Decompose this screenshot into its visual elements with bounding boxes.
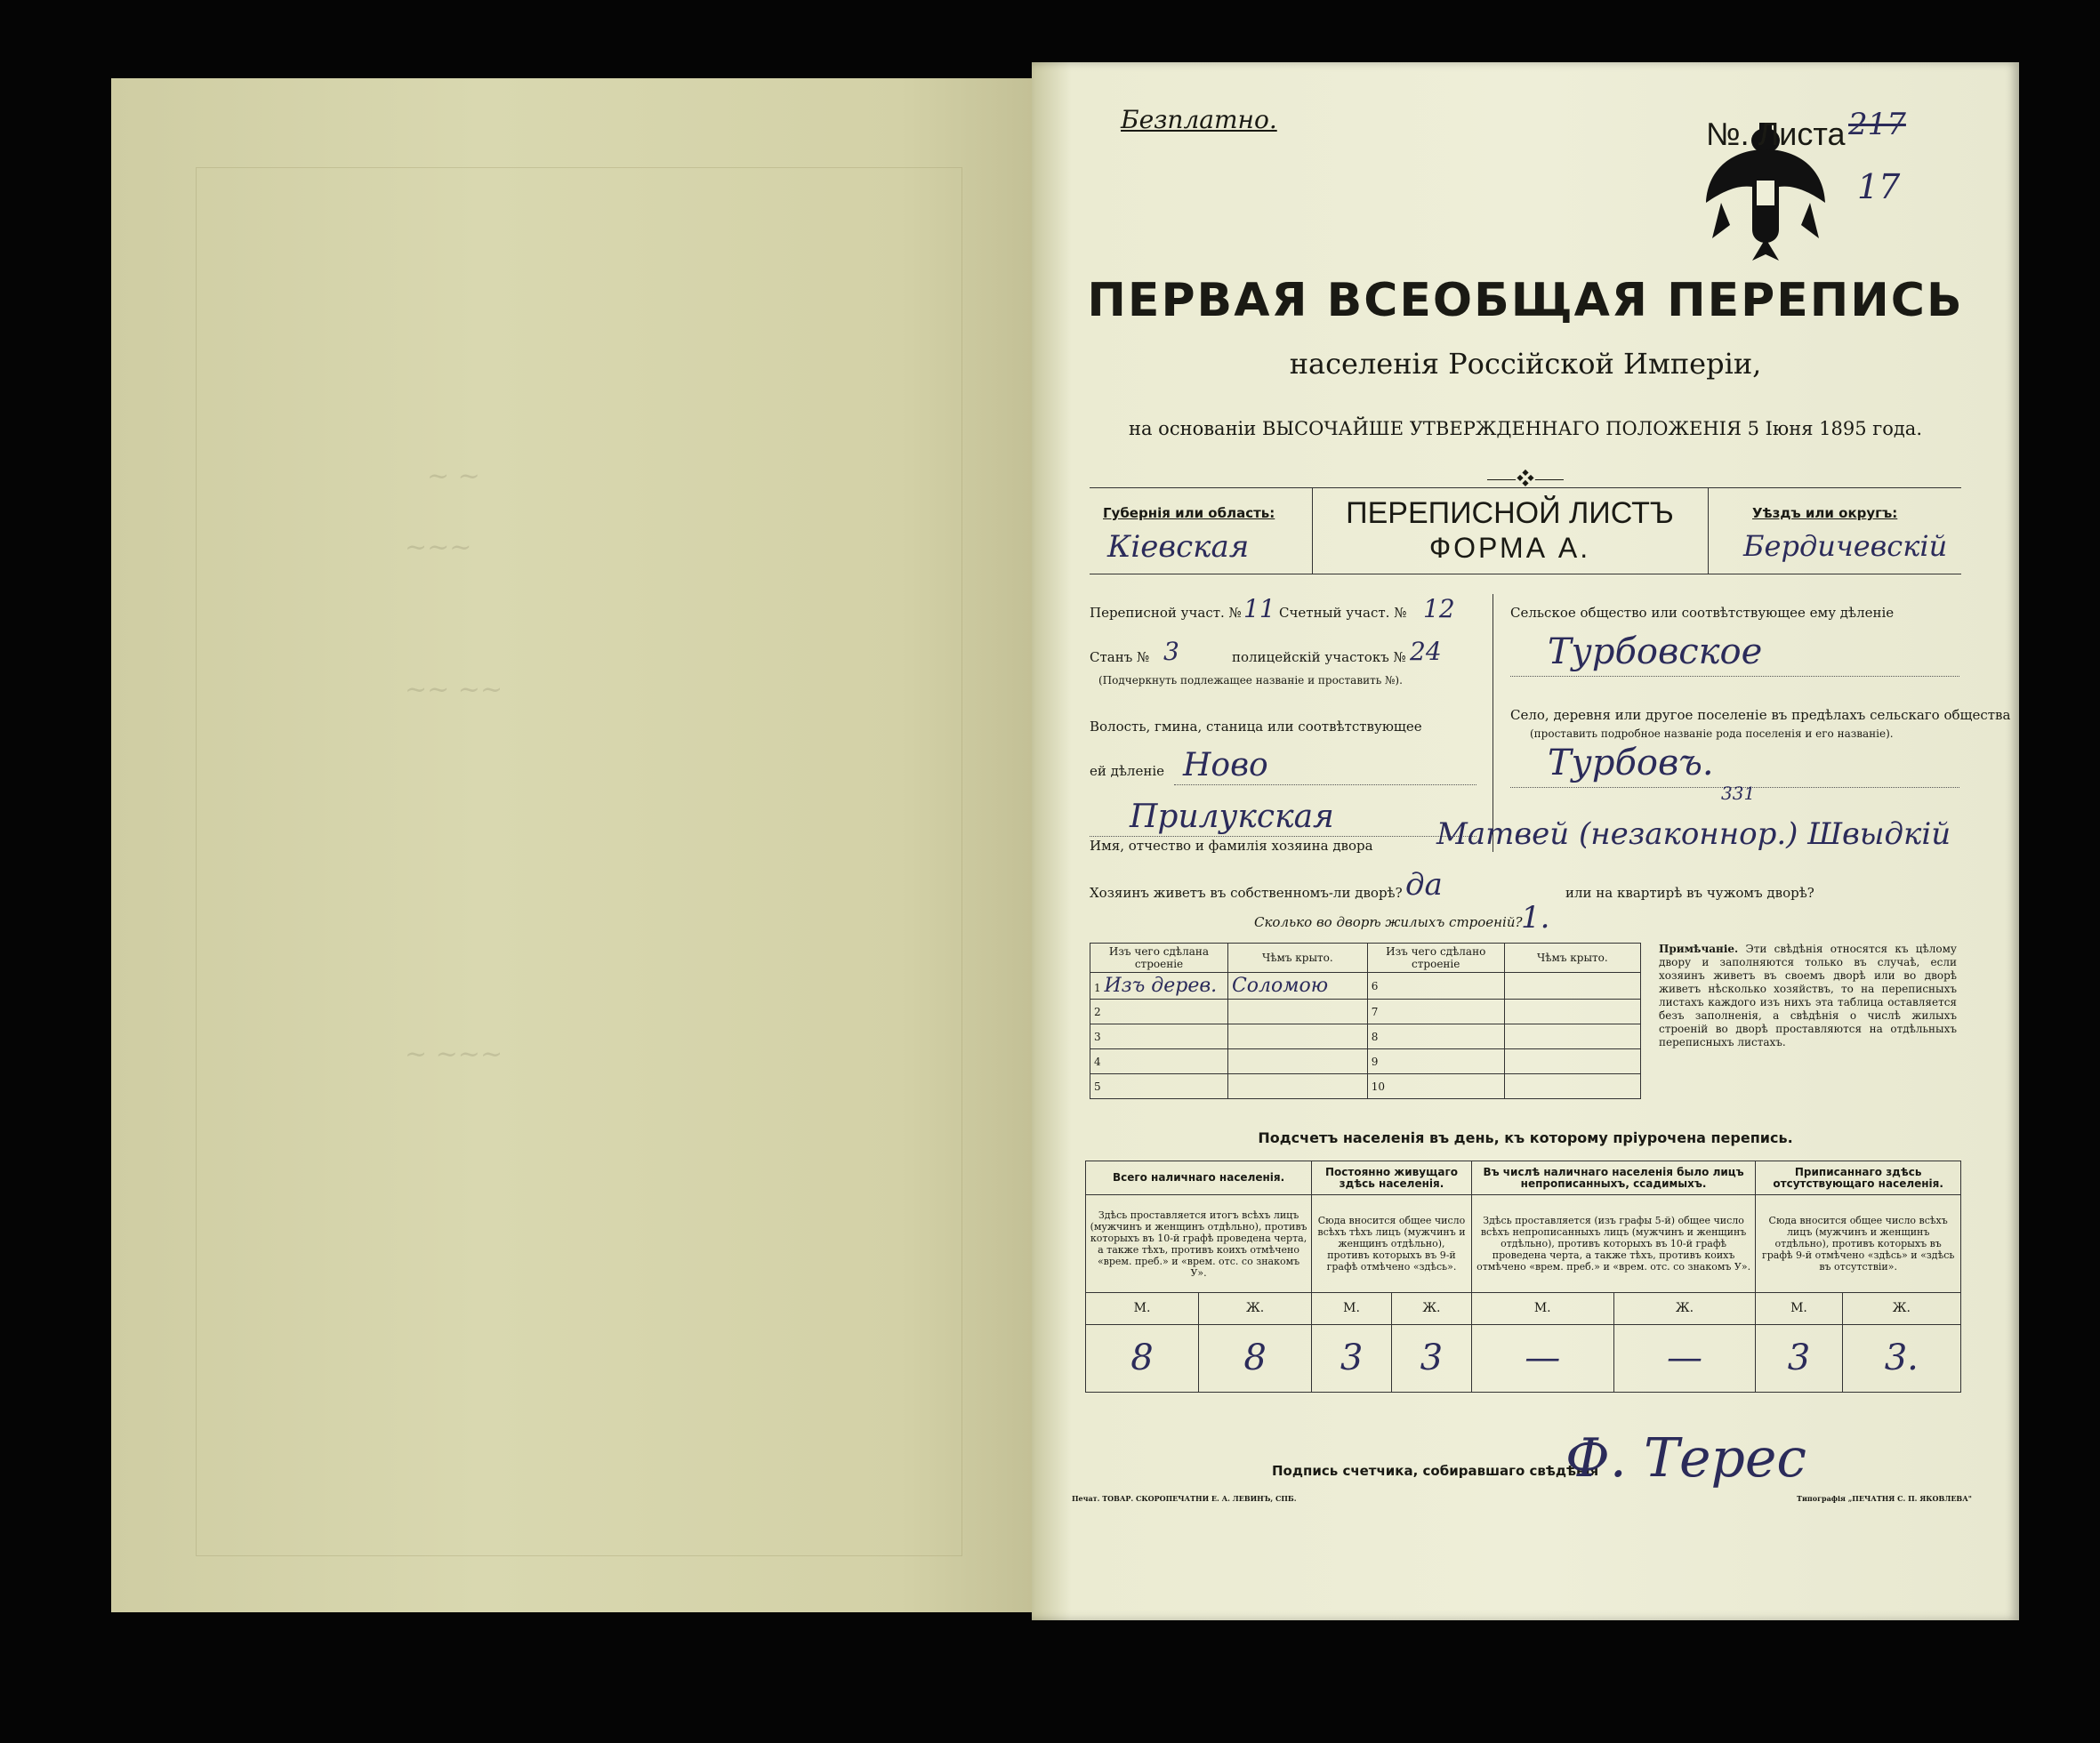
population-col-present: Всего наличнаго населенія. [1086,1161,1312,1195]
head-box-top [1090,487,1961,488]
population-value: — [1613,1325,1756,1393]
buildings-col-roof: Чѣмъ крыто. [1504,944,1640,973]
male-header: М. [1471,1293,1613,1325]
buildings-cell [1227,1024,1367,1049]
population-col-absent: Приписаннаго здѣсь отсутствующаго населенія. [1756,1161,1961,1195]
buildings-cell: 6 [1367,973,1504,1000]
village-note: (проставить подробное названіе рода поселенія и его названіе). [1530,727,1894,740]
volost-line [1090,836,1476,837]
volost-value-2: Прилукская [1130,799,1334,835]
population-desc-absent: Сюда вносится общее число всѣхъ лицъ (мужчинъ и женщинъ отдѣльно), противъ которыхъ въ графѣ 9-й отмѣчено «здѣсь» и «здѣсь въ отсутствіи». [1756,1195,1961,1293]
document-basis: на основаніи ВЫСОЧАЙШЕ УТВЕРЖДЕННАГО ПОЛОЖЕНІЯ 5 Іюня 1895 года. [1128,418,1923,439]
buildings-cell: 3 [1090,1024,1228,1049]
population-desc-unregistered: Здѣсь проставляется (изъ графы 5-й) общее число всѣхъ непрописанныхъ лицъ (мужчинъ и женщинъ отдѣльно), противъ которыхъ въ 10-й графѣ проведена черта, а также тѣхъ, противъ коихъ отмѣчено «врем. преб.» и «врем. отс. со знакомъ У». [1471,1195,1755,1293]
buildings-table [1090,943,1641,1099]
buildings-col-roof: Чѣмъ крыто. [1227,944,1367,973]
show-through-marks: ~~ ~~ [405,674,503,705]
form-title: ПЕРЕПИСНОЙ ЛИСТЪ [1346,496,1674,530]
buildings-col-material: Изъ чего сдѣлано строеніе [1367,944,1504,973]
buildings-cell: 10 [1367,1074,1504,1099]
population-value: 3 [1756,1325,1842,1393]
count-district-label: Счетный участ. № [1279,605,1407,621]
buildings-cell [1504,973,1640,1000]
gubernia-label: Губернія или область: [1103,505,1275,521]
society-label: Сельское общество или соотвѣтствующее ему дѣленіе [1510,605,1895,621]
male-header: М. [1756,1293,1842,1325]
show-through-marks: ~ ~~~ [405,1039,503,1070]
male-header: М. [1086,1293,1199,1325]
free-label: Безплатно. [1121,105,1277,134]
document-title: ПЕРВАЯ ВСЕОБЩАЯ ПЕРЕПИСЬ [1087,274,1964,327]
population-value: 3. [1842,1325,1960,1393]
population-value: 8 [1199,1325,1312,1393]
enumerator-signature: Ф. Терес [1565,1427,1806,1490]
population-desc-permanent: Сюда вносится общее число всѣхъ тѣхъ лицъ (мужчинъ и женщинъ отдѣльно), противъ которыхъ въ 9-й графѣ отмѣчено «здѣсь». [1312,1195,1472,1293]
ornament-divider: ⸺❖⸺ [1486,468,1565,489]
printer-left: Печат. ТОВАР. СКОРОПЕЧАТНИ Е. А. ЛЕВИНЪ, СПБ. [1072,1494,1297,1503]
population-value: 3 [1312,1325,1392,1393]
census-district-label: Переписной участ. № [1090,605,1242,621]
buildings-cell: 8 [1367,1024,1504,1049]
buildings-cell [1504,1049,1640,1074]
lives-own-label: Хозяинъ живетъ въ собственномъ-ли дворѣ? [1090,885,1403,901]
population-value: 3 [1391,1325,1471,1393]
buildings-cell [1227,1074,1367,1099]
population-value: 8 [1086,1325,1199,1393]
police-label: полицейскій участокъ № [1232,649,1406,665]
gubernia-value: Кіевская [1107,529,1250,565]
sheet-number-value: 17 [1857,167,1901,206]
society-line [1510,676,1959,677]
sheet-number-value-struck: 217 [1848,107,1906,142]
house-number: 331 [1721,783,1756,804]
stan-value: 3 [1163,637,1179,666]
buildings-cell [1504,1024,1640,1049]
village-label: Село, деревня или другое поселеніе въ предѣлахъ сельскаго общества [1510,707,2011,723]
show-through-marks: ~~~ [405,532,472,563]
census-form-page [1032,62,2019,1620]
document-subtitle: населенія Россійской Имперіи, [1289,347,1762,381]
buildings-cell [1227,1000,1367,1024]
owner-label: Имя, отчество и фамилія хозяина двора [1090,838,1373,854]
census-district-value: 11 [1243,594,1275,623]
buildings-col-material: Изъ чего сдѣлана строеніе [1090,944,1228,973]
note-text: Эти свѣдѣнія относятся къ цѣлому двору и заполняются только въ случаѣ, если хозяинъ живетъ въ своемъ дворѣ или во дворѣ живетъ нѣсколько хозяйствъ, то на переписныхъ листахъ каждого изъ нихъ эта таблица оставляется безъ заполненія, а свѣдѣнія о числѣ жилыхъ строеній во дворѣ проставляются на отдѣльныхъ переписныхъ листахъ. [1659,943,1957,1048]
buildings-cell: 9 [1367,1049,1504,1074]
buildings-cell: 2 [1090,1000,1228,1024]
village-value: Турбовъ. [1548,743,1714,783]
note-block [1659,943,1957,1049]
note-title: Примѣчаніе. [1659,943,1739,955]
society-value: Турбовское [1548,631,1763,672]
stan-label: Станъ № [1090,649,1150,665]
buildings-cell: 7 [1367,1000,1504,1024]
volost-line [1174,784,1476,785]
row-number: 1 [1094,982,1101,994]
buildings-value: 1. [1521,900,1550,936]
female-header: Ж. [1391,1293,1471,1325]
row1-material: Изъ дерев. [1104,975,1218,997]
uezd-value: Бердичевскій [1743,529,1948,563]
buildings-cell [1090,973,1228,1000]
form-name: ФОРМА А. [1428,532,1591,564]
buildings-cell [1227,1049,1367,1074]
sheet-number-label: №. Листа [1706,116,1846,152]
underline-note: (Подчеркнуть подлежащее названіе и проставить №). [1098,674,1403,687]
population-table [1085,1161,1961,1393]
left-page-frame [196,167,962,1556]
head-box-divider [1708,487,1709,574]
volost-value-1: Ново [1183,747,1268,783]
count-district-value: 12 [1423,594,1455,623]
buildings-cell: 5 [1090,1074,1228,1099]
buildings-cell: 4 [1090,1049,1228,1074]
population-col-permanent: Постоянно живущаго здѣсь населенія. [1312,1161,1472,1195]
volost-label: Волость, гмина, станица или соотвѣтствующее [1090,719,1422,735]
female-header: Ж. [1199,1293,1312,1325]
volost-label-2: ей дѣленіе [1090,763,1165,779]
population-desc-present: Здѣсь проставляется итогъ всѣхъ лицъ (мужчинъ и женщинъ отдѣльно), противъ которыхъ въ 10-й графѣ проведена черта, а также тѣхъ, противъ коихъ отмѣчено «врем. преб.» и «врем. отс. со знакомъ У». [1086,1195,1312,1293]
signature-label: Подпись счетчика, собиравшаго свѣдѣнія [1272,1463,1599,1479]
buildings-cell [1504,1074,1640,1099]
show-through-marks: ~ ~ [427,461,480,492]
population-heading: Подсчетъ населенія въ день, къ которому пріурочена перепись. [1258,1129,1793,1146]
police-value: 24 [1410,637,1442,666]
male-header: М. [1312,1293,1392,1325]
row1-roof: Соломою [1231,975,1329,997]
lives-rented-label: или на квартирѣ въ чужомъ дворѣ? [1565,885,1814,901]
female-header: Ж. [1613,1293,1756,1325]
population-value: — [1471,1325,1613,1393]
population-col-unregistered: Въ числѣ наличнаго населенія было лицъ непрописанныхъ, ссадимыхъ. [1471,1161,1755,1195]
uezd-label: Уѣздъ или округъ: [1752,505,1898,521]
owner-value: Матвей (незаконнор.) Швыдкій [1436,816,1951,852]
buildings-label: Сколько во дворѣ жилыхъ строеній? [1254,914,1523,930]
lives-own-value: да [1405,867,1443,903]
female-header: Ж. [1842,1293,1960,1325]
buildings-cell [1227,973,1367,1000]
buildings-cell [1504,1000,1640,1024]
left-page [111,78,1041,1612]
printer-right: Типографія „ПЕЧАТНЯ С. П. ЯКОВЛЕВА" [1797,1494,1972,1503]
